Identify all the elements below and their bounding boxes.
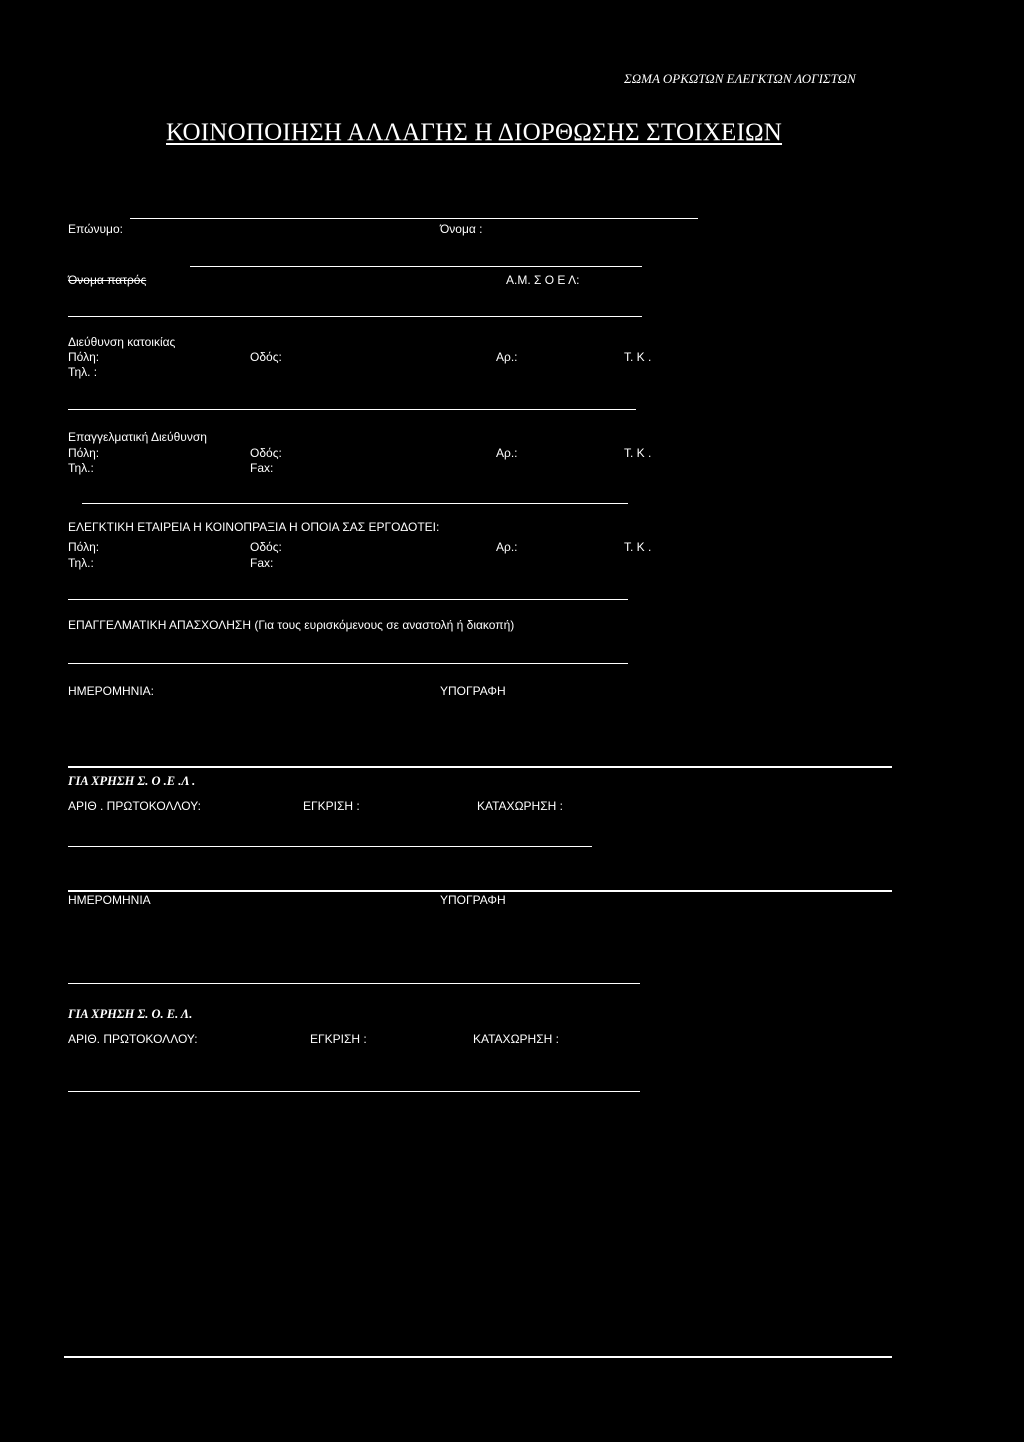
office-use-top-line	[68, 766, 892, 768]
home-number-label: Αρ.:	[496, 350, 518, 364]
employer-number-label: Αρ.:	[496, 540, 518, 554]
registry-line	[68, 316, 642, 317]
office-use-heading: ΓΙΑ ΧΡΗΣΗ Σ. Ο .Ε .Λ .	[68, 774, 196, 788]
work-address-heading: Επαγγελματική Διεύθυνση	[68, 430, 207, 444]
work-fax-label: Fax:	[250, 461, 274, 475]
home-address-line	[68, 409, 636, 410]
office-signature-label: ΥΠΟΓΡΑΦΗ	[440, 893, 506, 907]
work-postcode-label: Τ. Κ .	[624, 446, 652, 460]
registration-label-2: ΚΑΤΑΧΩΡΗΣΗ :	[473, 1032, 559, 1046]
employer-city-label: Πόλη:	[68, 540, 100, 554]
office-signature-line	[68, 890, 892, 892]
employer-postcode-label: Τ. Κ .	[624, 540, 652, 554]
date-label: ΗΜΕΡΟΜΗΝΙΑ:	[68, 684, 155, 698]
organization-header: ΣΩΜΑ ΟΡΚΩΤΩΝ ΕΛΕΓΚΤΩΝ ΛΟΓΙΣΤΩΝ	[624, 71, 856, 86]
employer-fax-label: Fax:	[250, 556, 274, 570]
protocol-number-label-2: ΑΡΙΘ. ΠΡΩΤΟΚΟΛΛΟΥ:	[68, 1032, 198, 1046]
protocol-number-label: ΑΡΙΘ . ΠΡΩΤΟΚΟΛΛΟΥ:	[68, 799, 201, 813]
bottom-rule	[64, 1356, 892, 1358]
employer-street-label: Οδός:	[250, 540, 282, 554]
employer-heading: ΕΛΕΓΚΤΙΚΗ ΕΤΑΙΡΕΙΑ Η ΚΟΙΝΟΠΡΑΞΙΑ Η ΟΠΟΙΑ ΣΑΣ ΕΡΓΟΔΟΤΕΙ:	[68, 520, 440, 534]
surname-name-line	[130, 218, 698, 219]
work-number-label: Αρ.:	[496, 446, 518, 460]
office-use-line	[68, 846, 592, 847]
approval-label-2: ΕΓΚΡΙΣΗ :	[310, 1032, 367, 1046]
father-name-label: Όνομα πατρός	[68, 273, 147, 287]
work-address-line	[82, 503, 628, 504]
approval-label: ΕΓΚΡΙΣΗ :	[303, 799, 360, 813]
office-use-2-heading: ΓΙΑ ΧΡΗΣΗ Σ. Ο. Ε. Λ.	[68, 1007, 193, 1021]
work-street-label: Οδός:	[250, 446, 282, 460]
signature-label: ΥΠΟΓΡΑΦΗ	[440, 684, 506, 698]
registry-number-label: Α.Μ. Σ Ο Ε Λ:	[506, 273, 580, 287]
office-use-2-line	[68, 1091, 640, 1092]
work-phone-label: Τηλ.:	[68, 461, 94, 475]
home-phone-label: Τηλ. :	[68, 365, 98, 379]
occupation-line	[68, 663, 628, 664]
home-address-heading: Διεύθυνση κατοικίας	[68, 335, 176, 349]
registration-label: ΚΑΤΑΧΩΡΗΣΗ :	[477, 799, 563, 813]
work-city-label: Πόλη:	[68, 446, 100, 460]
employer-line	[68, 599, 628, 600]
office-date-label: ΗΜΕΡΟΜΗΝΙΑ	[68, 893, 151, 907]
name-label: Όνομα :	[440, 222, 483, 236]
occupation-heading: ΕΠΑΓΓΕΛΜΑΤΙΚΗ ΑΠΑΣΧΟΛΗΣΗ (Για τους ευρισκόμενους σε αναστολή ή διακοπή)	[68, 618, 515, 632]
home-postcode-label: Τ. Κ .	[624, 350, 652, 364]
home-street-label: Οδός:	[250, 350, 282, 364]
home-city-label: Πόλη:	[68, 350, 100, 364]
surname-label: Επώνυμο:	[68, 222, 123, 236]
page-title: ΚΟΙΝΟΠΟΙΗΣΗ ΑΛΛΑΓΗΣ Η ΔΙΟΡΘΩΣΗΣ ΣΤΟΙΧΕΙΩΝ	[166, 119, 783, 146]
office-use-2-top-line	[68, 983, 640, 984]
father-name-line	[190, 266, 642, 267]
employer-phone-label: Τηλ.:	[68, 556, 94, 570]
